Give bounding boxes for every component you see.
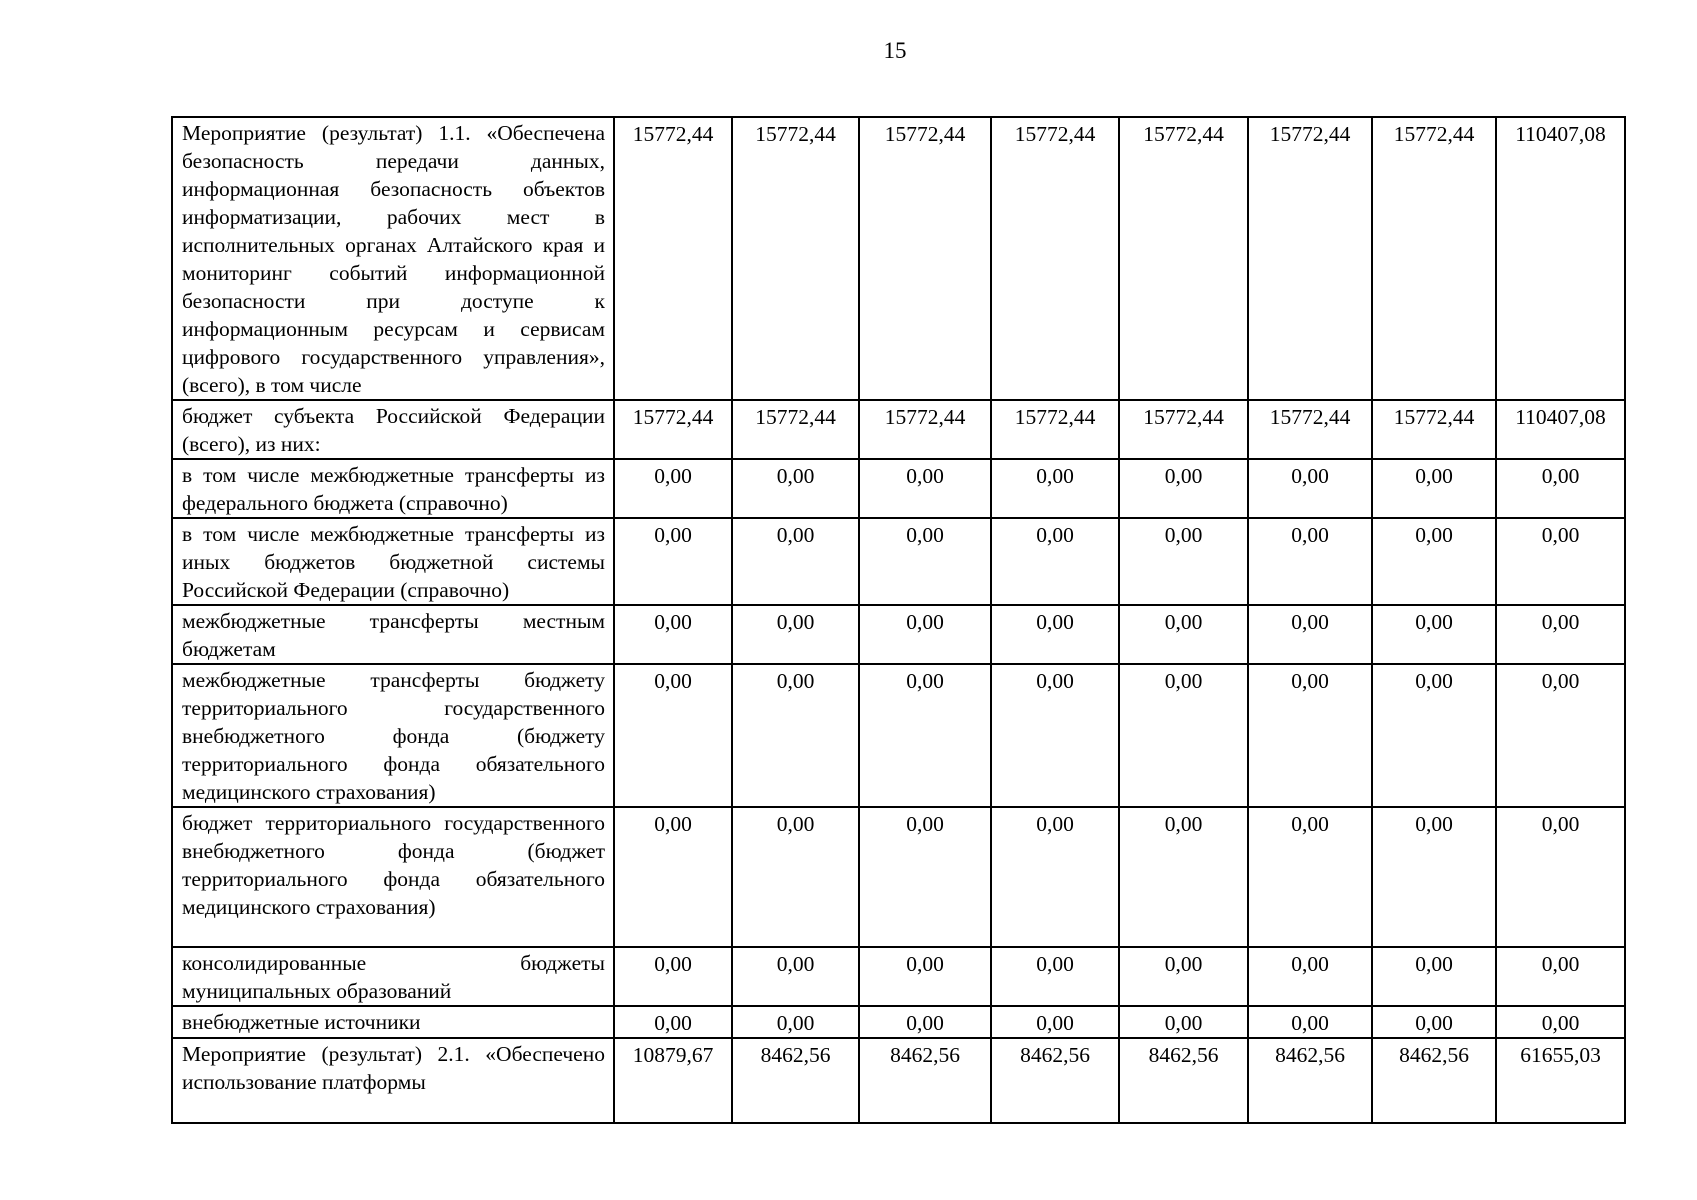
- row-value: 15772,44: [732, 400, 859, 459]
- table-row: [172, 664, 1625, 807]
- row-value: 0,00: [1119, 518, 1248, 605]
- table-body: [172, 117, 1625, 1123]
- row-label: Мероприятие (результат) 1.1. «Обеспечена безопасность передачи данных, информационная безопасность объектов информатизации, рабочих мест в исполнительных органах Алтайского края и мониторинг событий информационной безопасности при доступе к информационным ресурсам и сервисам цифрового государственного управления», (всего), в том числе: [172, 117, 614, 400]
- table-row: [172, 117, 1625, 400]
- row-value: 0,00: [1248, 664, 1372, 807]
- table-row: [172, 1006, 1625, 1038]
- row-label: Мероприятие (результат) 2.1. «Обеспечено использование платформы: [172, 1038, 614, 1123]
- row-value: 0,00: [1372, 459, 1496, 518]
- row-value: 0,00: [991, 807, 1119, 947]
- row-label: консолидированные бюджеты муниципальных образований: [172, 947, 614, 1006]
- row-value: 0,00: [1496, 807, 1625, 947]
- row-value: 0,00: [1248, 1006, 1372, 1038]
- row-value: 8462,56: [991, 1038, 1119, 1123]
- row-value: 15772,44: [1248, 400, 1372, 459]
- page-number: 15: [883, 38, 907, 63]
- row-value: 0,00: [1372, 1006, 1496, 1038]
- row-value: 0,00: [991, 459, 1119, 518]
- row-value: 0,00: [1372, 947, 1496, 1006]
- row-value: 0,00: [1119, 459, 1248, 518]
- row-value: 15772,44: [859, 117, 991, 400]
- row-value: 0,00: [1248, 947, 1372, 1006]
- row-value: 0,00: [1372, 518, 1496, 605]
- row-value: 8462,56: [1372, 1038, 1496, 1123]
- table-row: [172, 1038, 1625, 1123]
- row-value: 0,00: [732, 605, 859, 664]
- row-value: 0,00: [1496, 664, 1625, 807]
- row-value: 0,00: [1119, 664, 1248, 807]
- table-row: [172, 605, 1625, 664]
- row-value: 0,00: [859, 664, 991, 807]
- row-value: 0,00: [859, 518, 991, 605]
- row-value: 0,00: [614, 664, 732, 807]
- row-value: 0,00: [732, 459, 859, 518]
- row-value: 0,00: [991, 518, 1119, 605]
- row-label: в том числе межбюджетные трансферты из иных бюджетов бюджетной системы Российской Федерации (справочно): [172, 518, 614, 605]
- row-value: 8462,56: [1248, 1038, 1372, 1123]
- row-value: 110407,08: [1496, 400, 1625, 459]
- budget-table: [171, 116, 1626, 1124]
- row-label: межбюджетные трансферты бюджету территориального государственного внебюджетного фонда (бюджету территориального фонда обязательного медицинского страхования): [172, 664, 614, 807]
- row-value: 0,00: [1496, 459, 1625, 518]
- row-value: 8462,56: [859, 1038, 991, 1123]
- row-value: 0,00: [614, 947, 732, 1006]
- table-row: [172, 459, 1625, 518]
- row-label: бюджет субъекта Российской Федерации (всего), из них:: [172, 400, 614, 459]
- row-value: 15772,44: [1248, 117, 1372, 400]
- row-value: 8462,56: [732, 1038, 859, 1123]
- row-value: 0,00: [732, 1006, 859, 1038]
- row-value: 0,00: [859, 807, 991, 947]
- row-value: 0,00: [1496, 518, 1625, 605]
- row-value: 15772,44: [991, 400, 1119, 459]
- row-value: 10879,67: [614, 1038, 732, 1123]
- table-row: [172, 518, 1625, 605]
- row-value: 0,00: [1119, 1006, 1248, 1038]
- row-value: 61655,03: [1496, 1038, 1625, 1123]
- row-value: 15772,44: [1119, 117, 1248, 400]
- row-value: 0,00: [1496, 947, 1625, 1006]
- row-value: 110407,08: [1496, 117, 1625, 400]
- row-value: 0,00: [991, 1006, 1119, 1038]
- row-value: 15772,44: [614, 117, 732, 400]
- row-value: 0,00: [1372, 664, 1496, 807]
- row-value: 0,00: [614, 518, 732, 605]
- row-value: 0,00: [1248, 518, 1372, 605]
- row-value: 0,00: [614, 459, 732, 518]
- row-value: 0,00: [1372, 605, 1496, 664]
- row-label: межбюджетные трансферты местным бюджетам: [172, 605, 614, 664]
- row-value: 15772,44: [1372, 400, 1496, 459]
- table-row: [172, 947, 1625, 1006]
- row-value: 15772,44: [732, 117, 859, 400]
- row-value: 8462,56: [1119, 1038, 1248, 1123]
- row-value: 0,00: [991, 664, 1119, 807]
- table-row: [172, 400, 1625, 459]
- row-value: 0,00: [732, 947, 859, 1006]
- row-value: 0,00: [991, 605, 1119, 664]
- row-value: 15772,44: [859, 400, 991, 459]
- row-label: в том числе межбюджетные трансферты из федерального бюджета (справочно): [172, 459, 614, 518]
- row-value: 0,00: [1119, 947, 1248, 1006]
- row-value: 0,00: [991, 947, 1119, 1006]
- row-value: 0,00: [1496, 605, 1625, 664]
- row-value: 0,00: [732, 807, 859, 947]
- table-row: [172, 807, 1625, 947]
- row-value: 0,00: [732, 664, 859, 807]
- row-value: 0,00: [614, 807, 732, 947]
- row-value: 0,00: [859, 1006, 991, 1038]
- row-value: 0,00: [1119, 807, 1248, 947]
- row-value: 0,00: [732, 518, 859, 605]
- row-value: 0,00: [859, 947, 991, 1006]
- row-value: 0,00: [1248, 807, 1372, 947]
- row-label: внебюджетные источники: [172, 1006, 614, 1038]
- row-value: 0,00: [1248, 459, 1372, 518]
- row-label: бюджет территориального государственного внебюджетного фонда (бюджет территориального фонда обязательного медицинского страхования): [172, 807, 614, 947]
- row-value: 15772,44: [1119, 400, 1248, 459]
- row-value: 0,00: [859, 605, 991, 664]
- row-value: 0,00: [1248, 605, 1372, 664]
- row-value: 15772,44: [991, 117, 1119, 400]
- row-value: 0,00: [859, 459, 991, 518]
- row-value: 0,00: [614, 1006, 732, 1038]
- row-value: 0,00: [1496, 1006, 1625, 1038]
- row-value: 15772,44: [614, 400, 732, 459]
- row-value: 0,00: [1372, 807, 1496, 947]
- row-value: 15772,44: [1372, 117, 1496, 400]
- row-value: 0,00: [614, 605, 732, 664]
- row-value: 0,00: [1119, 605, 1248, 664]
